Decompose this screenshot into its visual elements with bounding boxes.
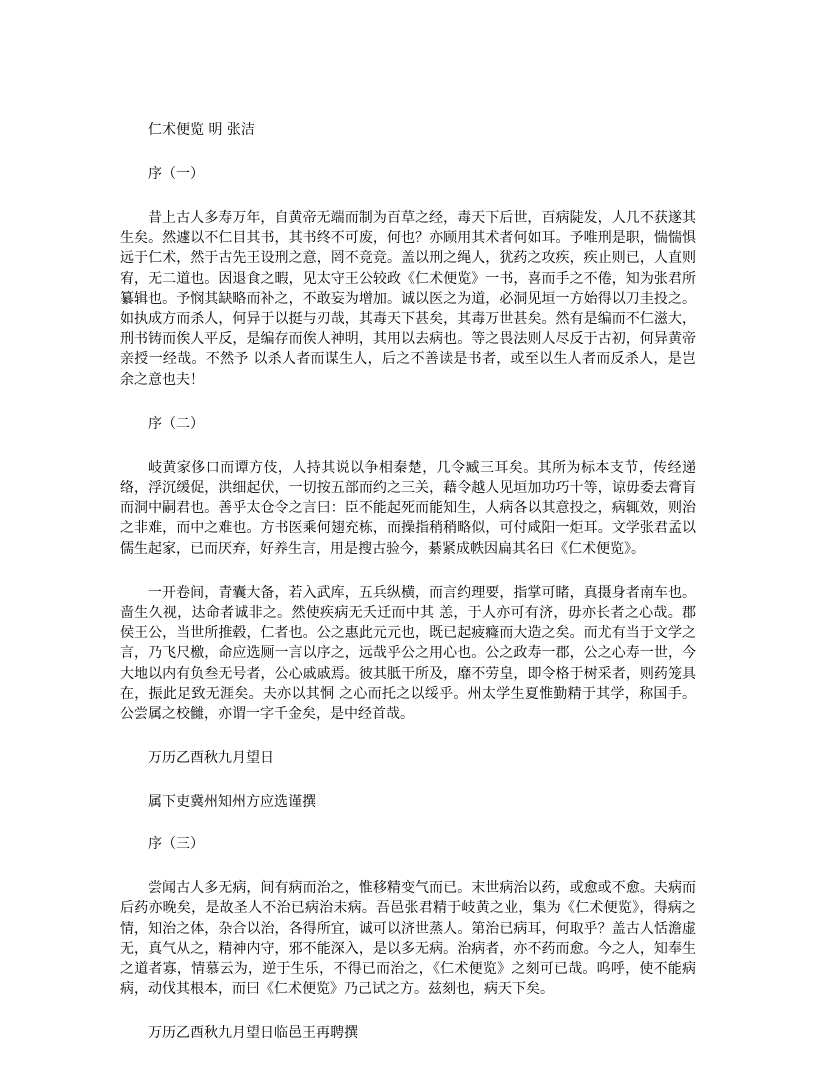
preface-2-heading: 序（二） <box>148 415 204 432</box>
preface-2-body-2: 一开卷间，青囊大备，若入武库，五兵纵横，而言约理要，指掌可睹，真摄身者南车也。啬生久视，达命者诚非之。然使疾病无夭迁而中其 恙，于人亦可有济，毋亦长者之心哉。郡侯王公，当世所推毂，仁者也。公之惠此元元也，既已起疲癃而大造之矣。而尤有当于文学之言，乃飞尺檄，命应选厕一言以序之，远哉乎公之用心也。公之政寿一郡，公之心寿一世，今大地以内有负叁无号者，公心戚戚焉。彼其胝干所及，靡不劳皇，即令格于树采者，则药笼具在，振此足致无涯矣。夫亦以其恫 之心而托之以绥乎。州太学生夏惟勤精于其学，称国手。公尝属之校雠，亦谓一字千金矣，是中经首哉。 <box>120 584 696 723</box>
preface-2-date: 万历乙酉秋九月望日 <box>148 750 274 767</box>
preface-1-heading: 序（一） <box>148 166 204 182</box>
preface-3-heading: 序（三） <box>148 836 204 853</box>
preface-1-body: 昔上古人多寿万年，自黄帝无端而制为百草之经，毒天下后世，百病陡发，人几不获遂其生矣。然遽以不仁目其书，其书终不可废，何也？亦顾用其术者何如耳。予唯刑是职，惴惴惧远于仁术，然于古先王设刑之意，罔不竞竞。盖以刑之绳人，犹药之攻疾，疾止则已，人直则宥，无二道也。因退食之暇，见太守王公较政《仁术便览》一书，喜而手之不倦，知为张君所纂辑也。予悯其缺略而补之，不敢妄为增加。诚以医之为道，必洞见垣一方始得以刀圭投之。如执成方而杀人，何异于以挺与刃哉，其毒天下甚矣，其毒万世甚矣。然有是编而不仁滋大，刑书铸而俟人平反，是编存而俟人神明，其用以去病也。等之畏法则人尽反于古初，何异黄帝亲授一经哉。不然予 以杀人者而谋生人，后之不善读是书者，或至以生人者而反杀人，是岂余之意也夫！ <box>120 210 696 388</box>
document-title: 仁术便览 明 张洁 <box>148 122 255 138</box>
preface-3-body: 尝闻古人多无病，间有病而治之，惟移精变气而已。末世病治以药，或愈或不愈。夫病而后药亦晚矣，是故圣人不治已病治未病。吾邑张君精于岐黄之业，集为《仁术便览》，得病之情，知治之体，杂合以治，各得所宜，诚可以济世蒸人。第治已病耳，何取乎？盖古人恬澹虚无，真气从之，精神内守，邪不能深入，是以多无病。治病者，亦不药而愈。今之人，知奉生之道者寡，情慕云为，逆于生乐，不得已而治之，《仁术便览》之刻可已哉。呜呼，使不能病病，动伐其根本，而曰《仁术便览》乃己试之方。兹刻也，病天下矣。 <box>120 880 696 998</box>
preface-3-signature: 万历乙酉秋九月望日临邑王再聘撰 <box>148 1025 358 1042</box>
preface-2-signature: 属下吏冀州知州方应选谨撰 <box>148 794 316 811</box>
document-page <box>120 120 696 1067</box>
preface-2-body-1: 岐黄家侈口而谭方伎，人持其说以争相秦楚，几令臧三耳矣。其所为标本支节，传经递络，浮沉缓促，洪细起伏，一切按五部而约之三关，藉令越人见垣加功巧十等，谅毋委去膏肓而洞中嗣君也。善乎太仓令之言曰：臣不能起死而能知生，人病各以其意投之，病辄效，则治之非难，而中之难也。方书医乘何翅充栋，而操指稍稍略似，可付咸阳一炬耳。文学张君孟以儒生起家，已而厌弃，好养生言，用是搜古验今，綦紧成帙因扁其名曰《仁术便览》。 <box>120 459 696 557</box>
